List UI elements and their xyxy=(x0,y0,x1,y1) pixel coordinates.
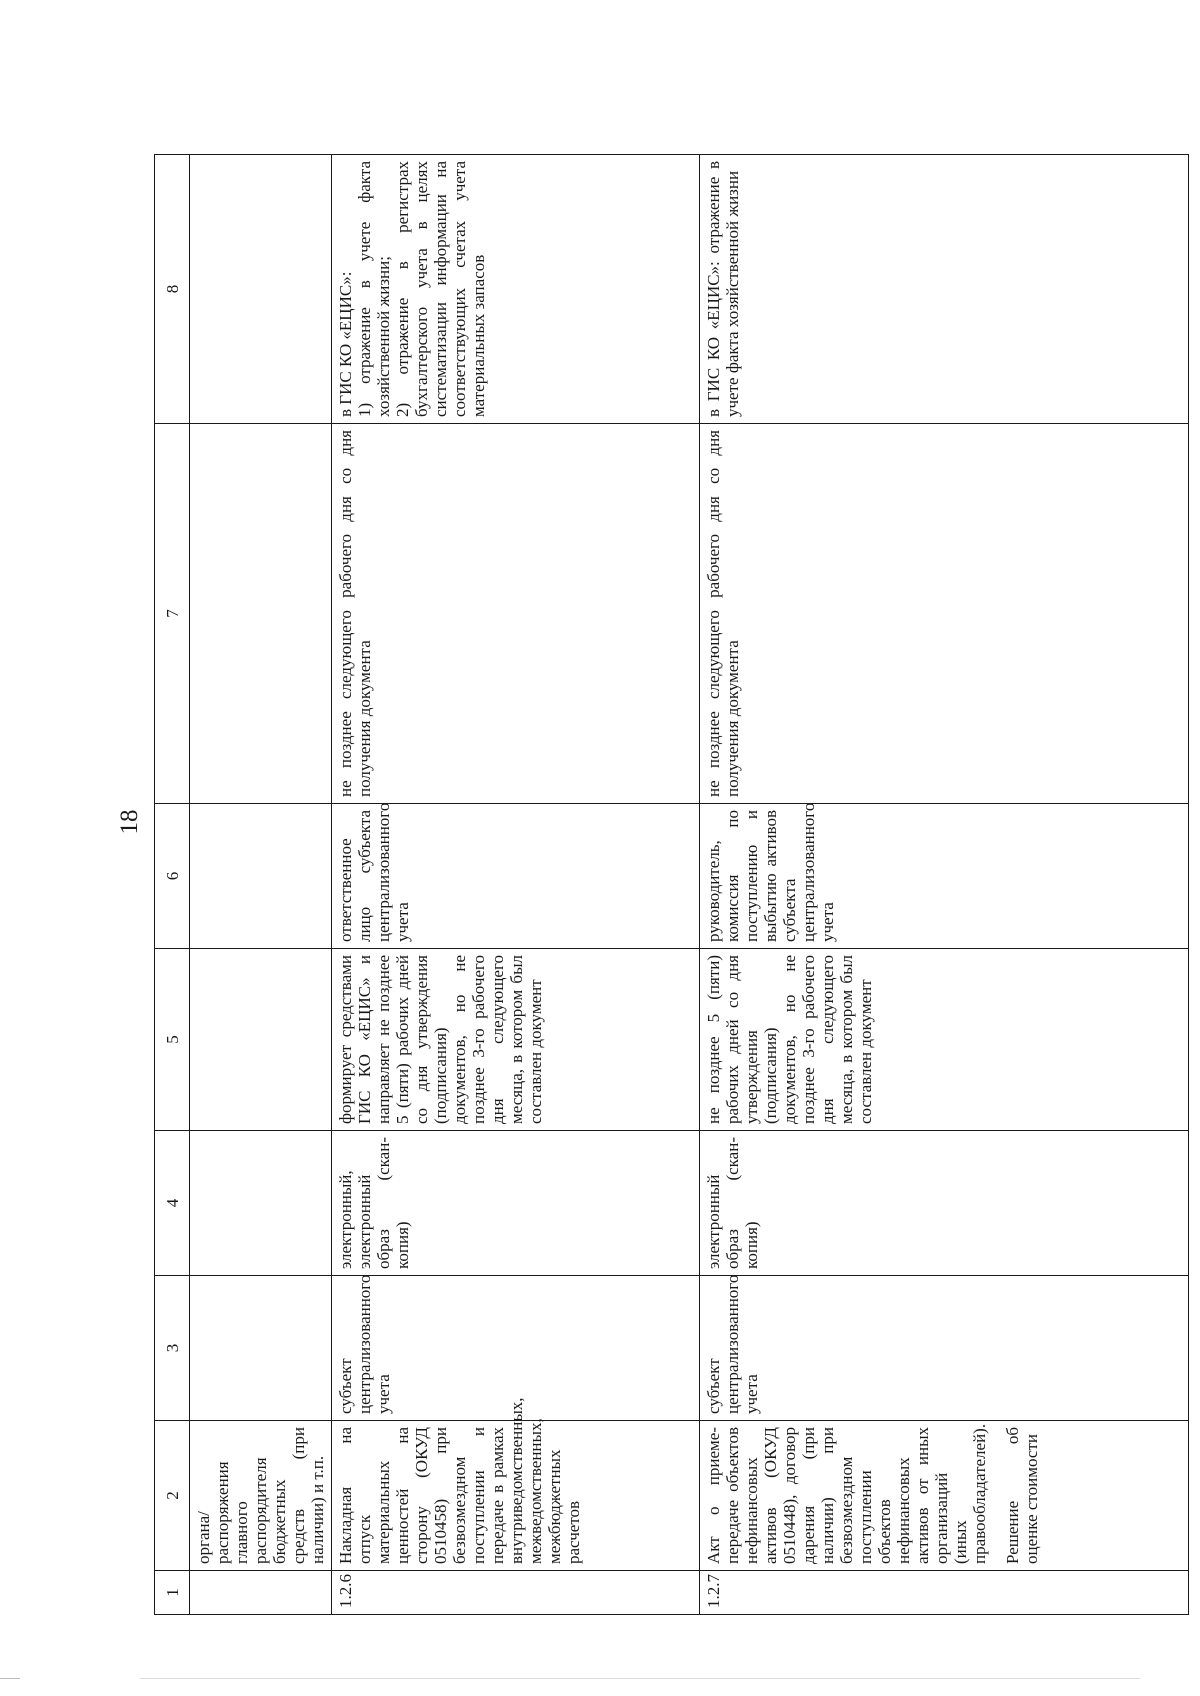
document-name-cell: Накладная на отпуск материальных ценностей на сторону (ОКУД 0510458) при безвозмездном поступлении и передаче в рамках внутриведомственных, межведомственных, межбюджетных расчетов xyxy=(332,1421,700,1571)
column-number: 5 xyxy=(155,949,190,1131)
creator-cell: субъект централизованного учета xyxy=(332,1276,700,1421)
column-number: 2 xyxy=(155,1421,190,1571)
document-name-text: Акт о приеме-передаче объектов нефинансовых активов (ОКУД 0510448), договор дарения (при наличии) при безвозмездном поступлении объектов нефинансовых активов от иных организаций (иных правообладателей). xyxy=(704,1423,989,1564)
actions-cell xyxy=(332,155,700,424)
scan-edge-line xyxy=(140,1678,1140,1679)
scan-edge-line xyxy=(0,1678,20,1679)
actions-line: 1) отражение в учете факта хозяйственной жизни; xyxy=(355,161,393,417)
empty-cell xyxy=(190,949,332,1131)
processing-time-cell: не позднее следующего рабочего дня со дня получения документа xyxy=(700,424,1189,804)
actions-cell: в ГИС КО «ЕЦИС»: отражение в учете факта хозяйственной жизни xyxy=(700,155,1189,424)
actions-line: 2) отражение в регистрах бухгалтерского учета в целях систематизации информации на соответствующих счетах учета материальных запасов xyxy=(393,161,488,417)
table-row-1-2-6 xyxy=(332,155,700,1615)
form-cell: электронный образ (скан-копия) xyxy=(700,1131,1189,1276)
row-number-cell: 1.2.7 xyxy=(700,1571,1189,1615)
page-number: 18 xyxy=(116,809,143,835)
empty-cell xyxy=(190,1571,332,1615)
processing-time-cell: не позднее следующего рабочего дня со дня получения документа xyxy=(332,424,700,804)
deadline-cell: формирует средствами ГИС КО «ЕЦИС» и направляет не позднее 5 (пяти) рабочих дней со дня утверждения (подписания) документов, но не позднее 3-го рабочего дня следующего месяца, в котором был составлен документ xyxy=(332,949,700,1131)
column-number: 8 xyxy=(155,155,190,424)
column-number: 7 xyxy=(155,424,190,804)
table-row-continuation xyxy=(190,155,332,1615)
deadline-cell: не позднее 5 (пяти) рабочих дней со дня утверждения (подписания) документов, но не позднее 3-го рабочего дня следующего месяца, в котором был составлен документ xyxy=(700,949,1189,1131)
form-cell: электронный, электронный образ (скан-копия) xyxy=(332,1131,700,1276)
rotated-table-container xyxy=(154,155,1189,1615)
column-number: 1 xyxy=(155,1571,190,1615)
empty-cell xyxy=(190,1276,332,1421)
column-number: 6 xyxy=(155,804,190,949)
empty-cell xyxy=(190,1131,332,1276)
responsible-cell: ответственное лицо субъекта централизованного учета xyxy=(332,804,700,949)
empty-cell xyxy=(190,155,332,424)
accounting-documents-table xyxy=(154,154,1189,1615)
document-name-cell: органа/распоряжения главного распорядителя бюджетных средств (при наличии) и т.п. xyxy=(190,1421,332,1571)
empty-cell xyxy=(190,424,332,804)
responsible-cell: руководитель, комиссия по поступлению и выбытию активов субъекта централизованного учета xyxy=(700,804,1189,949)
column-number-row xyxy=(155,155,190,1615)
column-number: 4 xyxy=(155,1131,190,1276)
spacer xyxy=(989,1427,1003,1564)
table-row-1-2-7 xyxy=(700,155,1189,1615)
document-extra-text: Решение об оценке стоимости xyxy=(1003,1427,1041,1564)
empty-cell xyxy=(190,804,332,949)
document-name-cell xyxy=(700,1421,1189,1571)
column-number: 3 xyxy=(155,1276,190,1421)
creator-cell: субъект централизованного учета xyxy=(700,1276,1189,1421)
actions-line: в ГИС КО «ЕЦИС»: xyxy=(336,271,355,417)
row-number-cell: 1.2.6 xyxy=(332,1571,700,1615)
